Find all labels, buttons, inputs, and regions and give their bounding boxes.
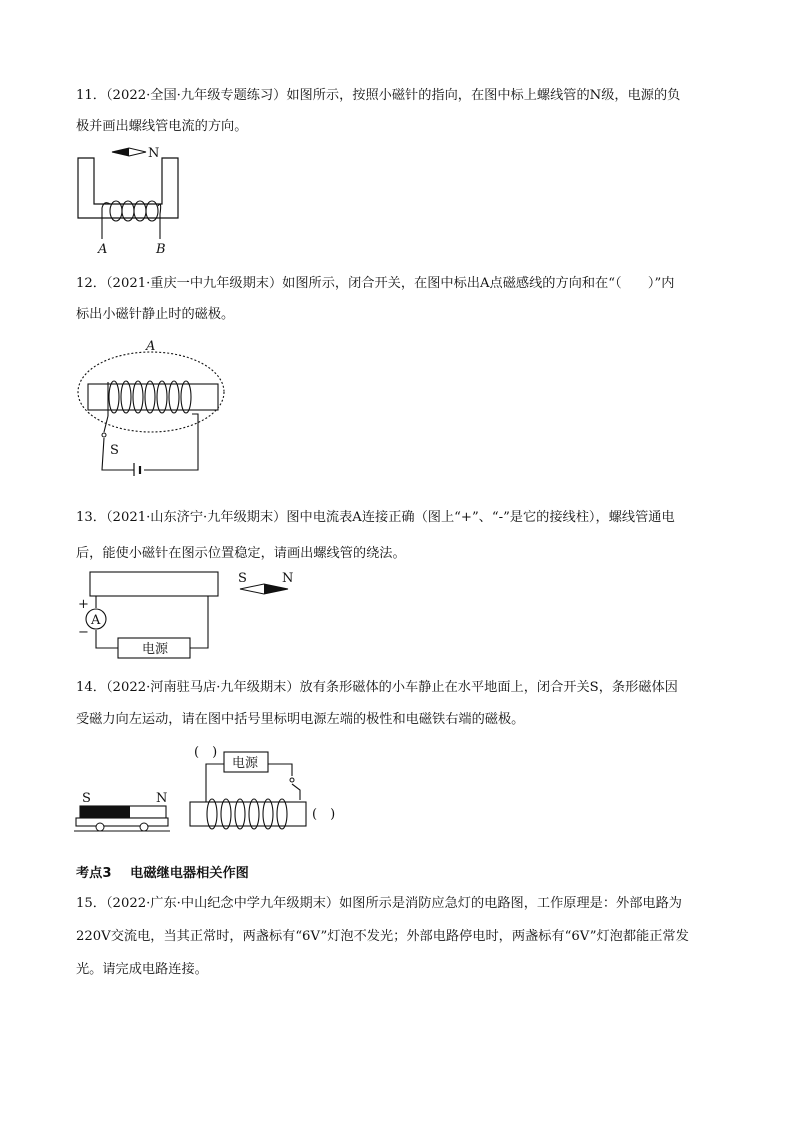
q15-text-line3: 光。请完成电路连接。 bbox=[76, 962, 208, 977]
q11-text-line2: 极并画出螺线管电流的方向。 bbox=[76, 119, 248, 134]
q14-bracket-left: ( ) bbox=[194, 745, 218, 760]
q14-figure bbox=[74, 738, 354, 834]
q13-ammeter-label: A bbox=[91, 613, 101, 628]
q12-switch-label: S bbox=[110, 443, 119, 458]
q13-text-line1: 13．（2021·山东济宁·九年级期末）图中电流表A连接正确（图上“+”、“-”是它的接线柱），螺线管通电 bbox=[76, 510, 675, 525]
q13-text-line2: 后，能使小磁针在图示位置稳定，请画出螺线管的绕法。 bbox=[76, 546, 406, 561]
q13-minus-label: − bbox=[78, 625, 89, 640]
q13-source-label: 电源 bbox=[142, 642, 169, 657]
q13-figure bbox=[74, 568, 304, 664]
q11-figure bbox=[74, 144, 194, 256]
q11-label-b: B bbox=[156, 242, 166, 256]
q12-figure bbox=[74, 334, 234, 476]
q14-text-line2: 受磁力向左运动，请在图中括号里标明电源左端的极性和电磁铁右端的磁极。 bbox=[76, 712, 525, 727]
q13-plus-label: + bbox=[78, 597, 89, 612]
q14-source-label: 电源 bbox=[232, 756, 259, 771]
q11-needle-n-label: N bbox=[148, 146, 160, 161]
q11-text-line1: 11．（2022·全国·九年级专题练习）如图所示，按照小磁针的指向，在图中标上螺线管的N级，电源的负 bbox=[76, 88, 681, 103]
q13-needle-n-label: N bbox=[282, 571, 294, 586]
section-heading bbox=[76, 862, 263, 881]
q13-needle-s-label: S bbox=[238, 571, 247, 586]
q12-text-line2: 标出小磁针静止时的磁极。 bbox=[76, 307, 235, 322]
q12-label-a: A bbox=[146, 339, 156, 354]
section-title: 电磁继电器相关作图 bbox=[130, 866, 249, 881]
q14-text-line1: 14．（2022·河南驻马店·九年级期末）放有条形磁体的小车静止在水平地面上，闭合开关S，条形磁体因 bbox=[76, 680, 678, 695]
q11-label-a: A bbox=[98, 242, 108, 256]
q12-text-line1: 12．（2021·重庆一中九年级期末）如图所示，闭合开关，在图中标出A点磁感线的方向和在“（ ）”内 bbox=[76, 276, 675, 291]
q14-magnet-s-label: S bbox=[82, 791, 91, 806]
q14-magnet-n-label: N bbox=[156, 791, 168, 806]
section-label: 考点3 bbox=[76, 866, 112, 881]
q15-text-line1: 15．（2022·广东·中山纪念中学九年级期末）如图所示是消防应急灯的电路图，工作原理是：外部电路为 bbox=[76, 896, 682, 911]
q14-bracket-right: ( ) bbox=[312, 807, 336, 822]
q15-text-line2: 220V交流电，当其正常时，两盏标有“6V”灯泡不发光；外部电路停电时，两盏标有“6V”灯泡都能正常发 bbox=[76, 929, 689, 944]
